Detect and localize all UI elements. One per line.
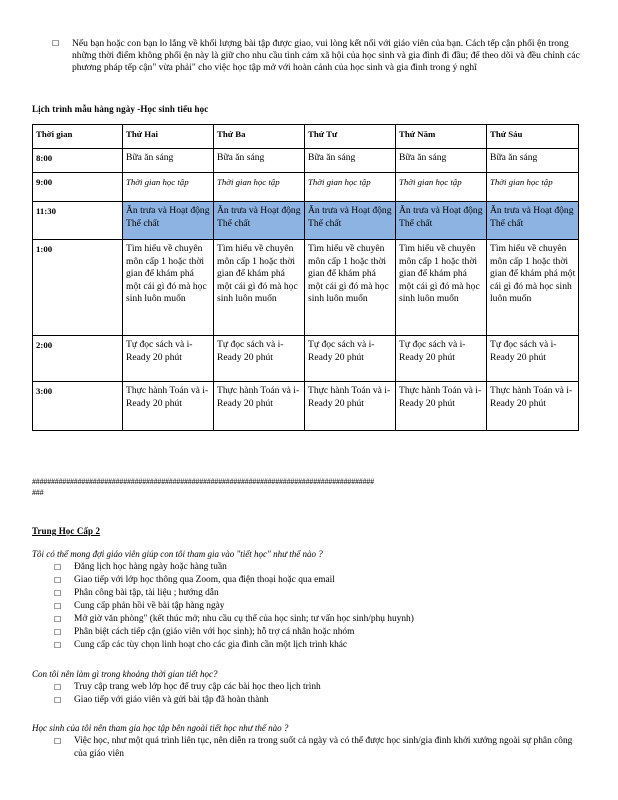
schedule-cell: Tìm hiểu về chuyên môn cấp 1 hoặc thời gian để khám phá một cái gì đó mà học sinh luôn muốn <box>214 240 305 336</box>
square-bullet-icon: ☐ <box>54 602 62 611</box>
schedule-cell: Tự đọc sách và i-Ready 20 phút <box>396 336 487 382</box>
schedule-cell: Tự đọc sách và i-Ready 20 phút <box>487 336 579 382</box>
schedule-cell: Tìm hiểu về chuyên môn cấp 1 hoặc thời gian để khám phá một cái gì đó mà học sinh luôn muốn <box>396 240 487 336</box>
schedule-cell: Thời gian học tập <box>123 173 214 202</box>
table-row <box>33 173 579 202</box>
schedule-cell: Thực hành Toán và i-Ready 20 phút <box>396 382 487 431</box>
schedule-cell: Tự đọc sách và i-Ready 20 phút <box>305 336 396 382</box>
schedule-cell: Ăn trưa và Hoạt động Thể chất <box>396 202 487 240</box>
table-header-cell: Thứ Năm <box>396 125 487 149</box>
list-item-text: Mở giờ văn phòng" (kết thúc mở; nhu cầu cụ thể của học sinh; tư vấn học sinh/phụ huynh) <box>74 614 414 624</box>
schedule-cell: Thực hành Toán và i-Ready 20 phút <box>487 382 579 431</box>
hash-divider: ########################################################################################## <box>32 477 375 486</box>
question-block-3 <box>32 722 582 761</box>
question-2-list <box>54 681 582 707</box>
table-header-cell: Thứ Hai <box>123 125 214 149</box>
schedule-cell: Bữa ăn sáng <box>123 149 214 173</box>
list-item <box>54 613 582 626</box>
schedule-cell: Tìm hiểu về chuyên môn cấp 1 hoặc thời gian để khám phá một cái gì đó mà học sinh luôn muốn <box>487 240 579 336</box>
list-item-text: Việc học, như một quá trình liên tục, nên diễn ra trong suốt cả ngày và có thể được học sinh/gia đình khởi xướng ngoài sự phân công của giáo viên <box>74 736 573 759</box>
table-row <box>33 202 579 240</box>
question-2: Con tôi nên làm gì trong khoảng thời gian tiết học? <box>32 669 218 679</box>
schedule-cell: Thời gian học tập <box>214 173 305 202</box>
table-row <box>33 382 579 431</box>
time-cell: 3:00 <box>33 382 123 431</box>
intro-text: Nếu bạn hoặc con bạn lo lắng về khối lượng bài tập được giao, vui lòng kết nối với giáo viên của bạn. Cách tếp cận phối ện trong những thời điểm không phối ện này là giữ cho nhu cầu tình cảm xã hội của học sinh và gia đình đi đầu; để theo dõi và đều chỉnh các phương pháp tếp cận" vừa phải" cho việc học tập mở với hoàn cảnh của học sinh và gia đình trong ý nghĩ <box>72 38 580 73</box>
table-row <box>33 240 579 336</box>
hash-divider-end: ### <box>32 488 44 497</box>
list-item-text: Phân biệt cách tiếp cận (giáo viên với học sinh); hỗ trợ cá nhân hoặc nhóm <box>74 627 355 637</box>
time-cell: 11:30 <box>33 202 123 240</box>
schedule-cell: Ăn trưa và Hoạt động Thể chất <box>214 202 305 240</box>
time-cell: 9:00 <box>33 173 123 202</box>
schedule-cell: Thực hành Toán và i-Ready 20 phút <box>214 382 305 431</box>
list-item-text: Cung cấp phản hồi về bài tập hàng ngày <box>74 601 225 611</box>
list-item <box>54 735 582 761</box>
schedule-cell: Tự đọc sách và i-Ready 20 phút <box>214 336 305 382</box>
schedule-cell: Tìm hiểu về chuyên môn cấp 1 hoặc thời gian để khám phá một cái gì đó mà học sinh luôn muốn <box>123 240 214 336</box>
question-block-1 <box>32 548 582 652</box>
square-bullet-icon: ☐ <box>54 683 62 692</box>
question-1-list <box>54 561 582 652</box>
question-1: Tôi có thể mong đợi giáo viên giúp con tôi tham gia vào "tiết học" như thế nào ? <box>32 549 323 559</box>
table-header-cell: Thứ Ba <box>214 125 305 149</box>
list-item <box>54 600 582 613</box>
square-bullet-icon: ☐ <box>54 696 62 705</box>
question-3: Học sinh của tôi nên tham gia học tập bên ngoài tiết học như thế nào ? <box>32 723 289 733</box>
schedule-cell: Thực hành Toán và i-Ready 20 phút <box>305 382 396 431</box>
intro-paragraph <box>52 38 582 74</box>
square-bullet-icon: ☐ <box>54 576 62 585</box>
schedule-cell: Bữa ăn sáng <box>214 149 305 173</box>
schedule-cell: Thời gian học tập <box>487 173 579 202</box>
list-item-text: Truy cập trang web lớp học để truy cập các bài học theo lịch trình <box>74 682 321 692</box>
list-item <box>54 587 582 600</box>
schedule-heading: Lịch trình mẫu hàng ngày -Học sinh tiểu học <box>32 104 209 114</box>
table-row <box>33 149 579 173</box>
table-header-cell: Thứ Tư <box>305 125 396 149</box>
table-row <box>33 336 579 382</box>
square-bullet-icon: ☐ <box>54 628 62 637</box>
list-item-text: Phân công bài tập, tài liệu ; hướng dẫn <box>74 588 219 598</box>
table-header-cell: Thứ Sáu <box>487 125 579 149</box>
schedule-cell: Ăn trưa và Hoạt động Thể chất <box>487 202 579 240</box>
list-item <box>54 694 582 707</box>
schedule-cell: Bữa ăn sáng <box>487 149 579 173</box>
list-item-text: Cung cấp các tùy chọn linh hoạt cho các gia đình cần một lịch trình khác <box>74 640 348 650</box>
list-item <box>54 681 582 694</box>
section2-heading: Trung Học Cấp 2 <box>32 526 101 536</box>
time-cell: 2:00 <box>33 336 123 382</box>
list-item-text: Giao tiếp với lớp học thông qua Zoom, qua điện thoại hoặc qua email <box>74 575 335 585</box>
list-item <box>54 639 582 652</box>
schedule-cell: Ăn trưa và Hoạt động Thể chất <box>123 202 214 240</box>
square-bullet-icon: ☐ <box>54 563 62 572</box>
square-bullet-icon: ☐ <box>54 737 62 746</box>
list-item-text: Đăng lịch học hàng ngày hoặc hàng tuần <box>74 562 227 572</box>
schedule-cell: Tự đọc sách và i-Ready 20 phút <box>123 336 214 382</box>
schedule-cell: Thời gian học tập <box>305 173 396 202</box>
schedule-table <box>32 124 579 431</box>
list-item <box>54 574 582 587</box>
list-item-text: Giao tiếp với giáo viên và gửi bài tập đã hoàn thành <box>74 695 269 705</box>
schedule-cell: Thực hành Toán và i-Ready 20 phút <box>123 382 214 431</box>
schedule-cell: Bữa ăn sáng <box>305 149 396 173</box>
question-block-2 <box>32 668 582 707</box>
square-bullet-icon: ☐ <box>54 615 62 624</box>
schedule-cell: Thời gian học tập <box>396 173 487 202</box>
schedule-cell: Ăn trưa và Hoạt động Thể chất <box>305 202 396 240</box>
question-3-list <box>54 735 582 761</box>
table-header-cell: Thời gian <box>33 125 123 149</box>
time-cell: 1:00 <box>33 240 123 336</box>
list-item <box>54 626 582 639</box>
square-bullet-icon: ☐ <box>52 39 60 48</box>
square-bullet-icon: ☐ <box>54 641 62 650</box>
schedule-cell: Bữa ăn sáng <box>396 149 487 173</box>
list-item <box>54 561 582 574</box>
time-cell: 8:00 <box>33 149 123 173</box>
square-bullet-icon: ☐ <box>54 589 62 598</box>
schedule-cell: Tìm hiểu về chuyên môn cấp 1 hoặc thời gian để khám phá một cái gì đó mà học sinh luôn muốn <box>305 240 396 336</box>
